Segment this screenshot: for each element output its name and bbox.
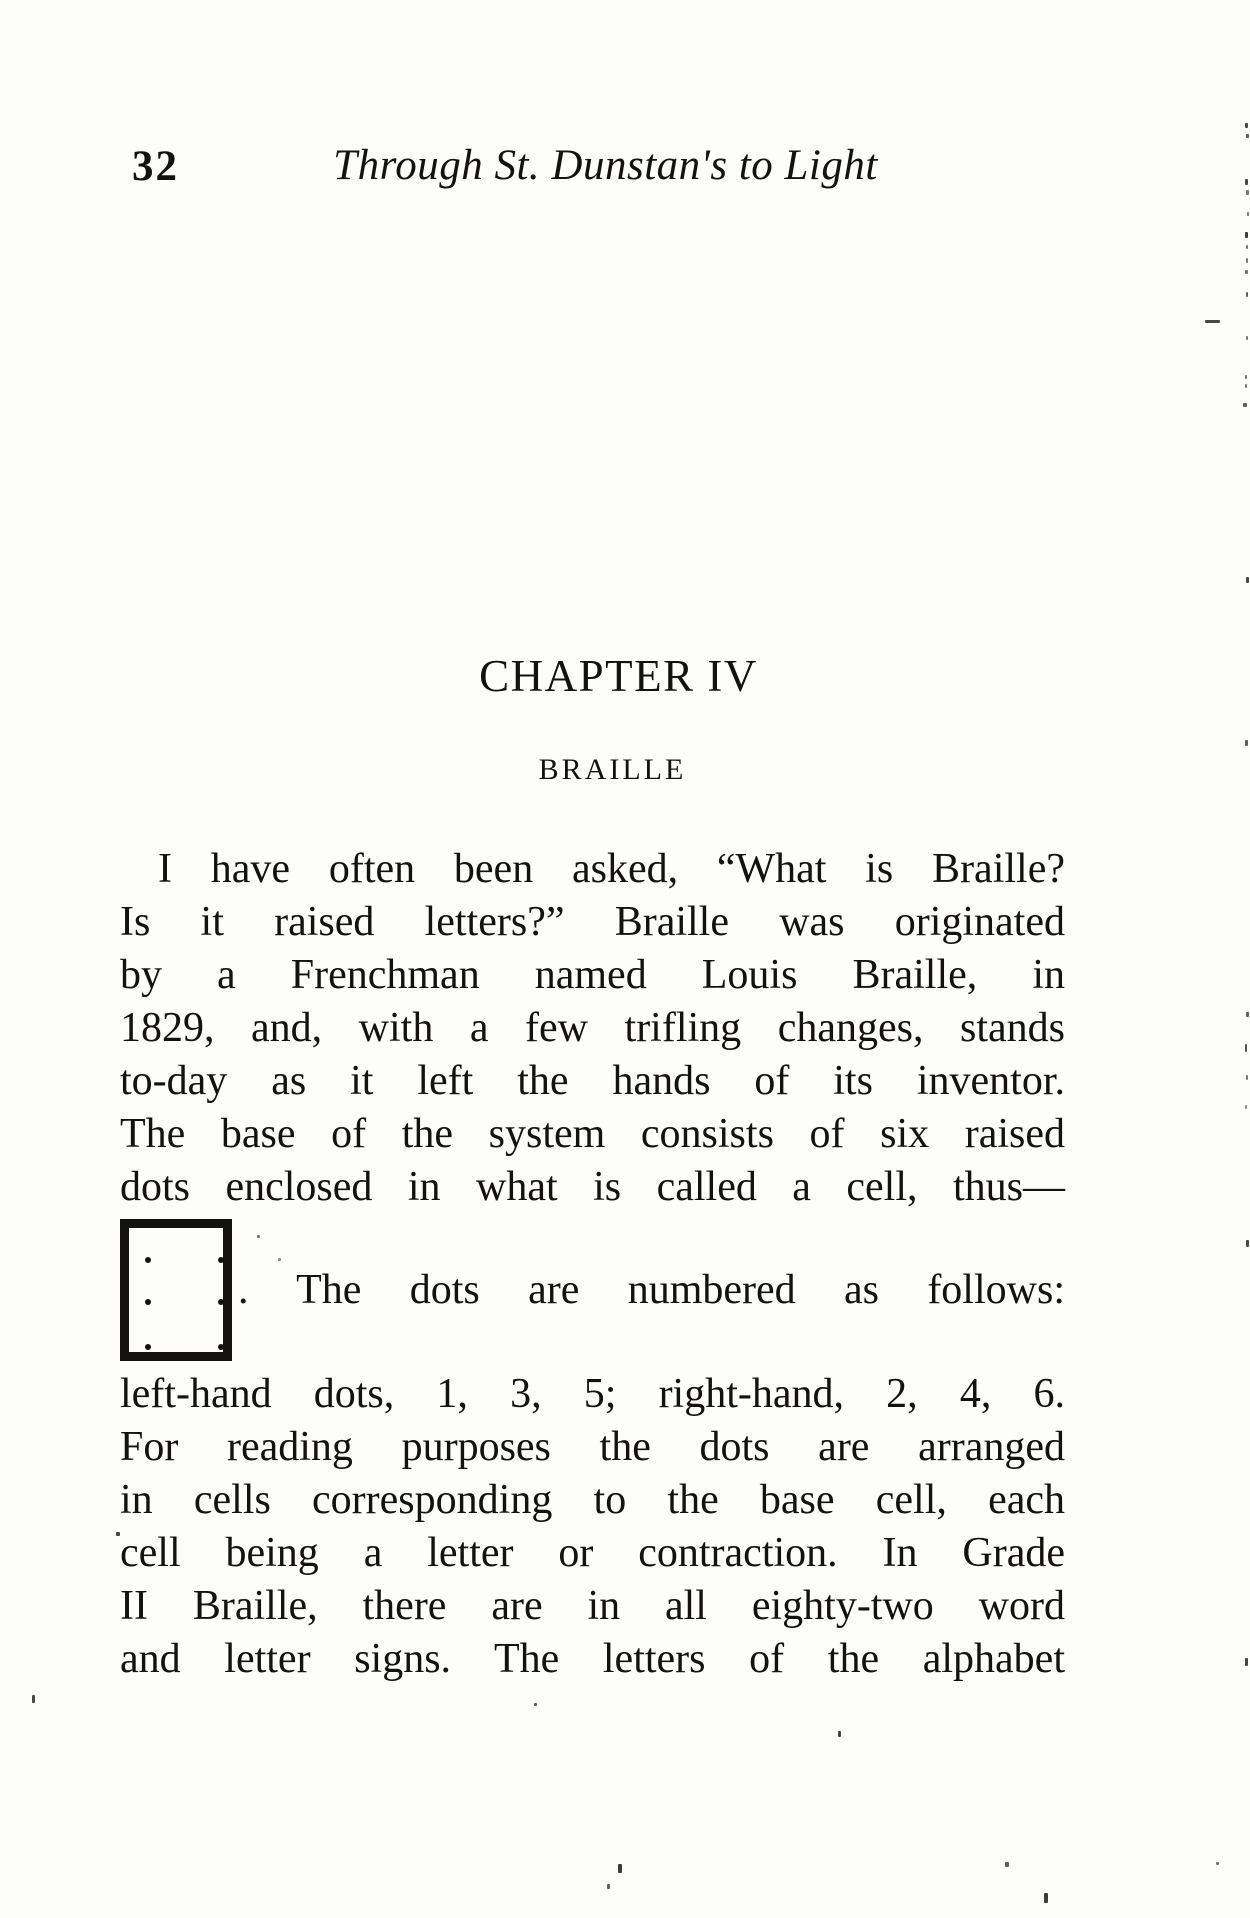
text-line: II Braille, there are in all eighty-two word — [120, 1583, 1065, 1629]
scan-speck — [618, 1864, 622, 1873]
scan-speck — [278, 1258, 281, 1261]
text-line: in cells corresponding to the base cell, each — [120, 1477, 1065, 1523]
scan-speck — [1246, 1240, 1249, 1247]
text-line: I have often been asked, “What is Braille? — [158, 846, 1065, 892]
braille-dot — [218, 1299, 224, 1305]
braille-dot — [145, 1257, 151, 1263]
text-line: and letter signs. The letters of the alphabet — [120, 1636, 1065, 1682]
scan-speck — [1245, 123, 1248, 128]
scan-speck — [1246, 292, 1248, 297]
page-header — [120, 140, 1065, 192]
scan-speck — [257, 1235, 260, 1238]
chapter-heading: CHAPTER IV — [479, 651, 758, 701]
running-title: Through St. Dunstan's to Light — [333, 142, 878, 189]
scan-speck — [1243, 403, 1247, 407]
scan-speck — [1245, 270, 1248, 274]
scan-speck — [32, 1695, 35, 1703]
scan-speck — [1245, 1105, 1247, 1109]
scan-speck — [607, 1884, 610, 1889]
scan-speck — [1044, 1893, 1048, 1903]
braille-dot — [145, 1299, 151, 1305]
chapter-subheading: BRAILLE — [538, 753, 687, 786]
text-line: to-day as it left the hands of its inventor. — [120, 1058, 1065, 1104]
scan-speck — [1246, 1012, 1249, 1017]
scan-speck — [1246, 245, 1248, 249]
scan-speck — [116, 1532, 120, 1536]
text-line: left-hand dots, 1, 3, 5; right-hand, 2, 4, 6. — [120, 1371, 1065, 1417]
text-line: . The dots are numbered as follows: — [238, 1267, 1065, 1313]
scan-speck — [838, 1731, 841, 1737]
scan-speck — [1245, 179, 1248, 185]
scan-speck — [1216, 1862, 1219, 1865]
scan-speck — [1246, 134, 1249, 138]
scan-speck — [1246, 577, 1249, 583]
text-line: by a Frenchman named Louis Braille, in — [120, 952, 1065, 998]
paragraph-2 — [120, 1368, 1065, 1686]
scan-speck — [1245, 1658, 1248, 1666]
scan-speck — [1005, 1862, 1009, 1867]
text-line: Is it raised letters?” Braille was originated — [120, 899, 1065, 945]
scan-speck — [1245, 384, 1247, 388]
scan-speck — [1205, 320, 1220, 323]
text-line: The base of the system consists of six raised — [120, 1111, 1065, 1157]
paragraph-1 — [120, 843, 1065, 1214]
scan-speck — [1245, 375, 1247, 379]
braille-cell-diagram — [120, 1219, 232, 1361]
scan-speck — [1247, 212, 1249, 216]
braille-cell-row — [120, 1218, 1065, 1362]
text-line: cell being a letter or contraction. In Grade — [120, 1530, 1065, 1576]
scan-speck — [1246, 258, 1248, 263]
scan-speck — [1245, 1044, 1247, 1052]
scan-speck — [1245, 232, 1248, 238]
braille-dot — [218, 1257, 224, 1263]
text-line: dots enclosed in what is called a cell, thus— — [120, 1164, 1065, 1210]
scan-speck — [1246, 190, 1249, 195]
braille-dot — [218, 1344, 224, 1350]
scan-speck — [1245, 740, 1248, 746]
text-line: For reading purposes the dots are arranged — [120, 1424, 1065, 1470]
braille-dot — [145, 1344, 151, 1350]
text-line: 1829, and, with a few trifling changes, stands — [120, 1005, 1065, 1051]
scan-speck — [1246, 1075, 1248, 1080]
page-number: 32 — [132, 143, 179, 190]
scan-speck — [534, 1703, 537, 1706]
scan-speck — [1246, 336, 1248, 340]
